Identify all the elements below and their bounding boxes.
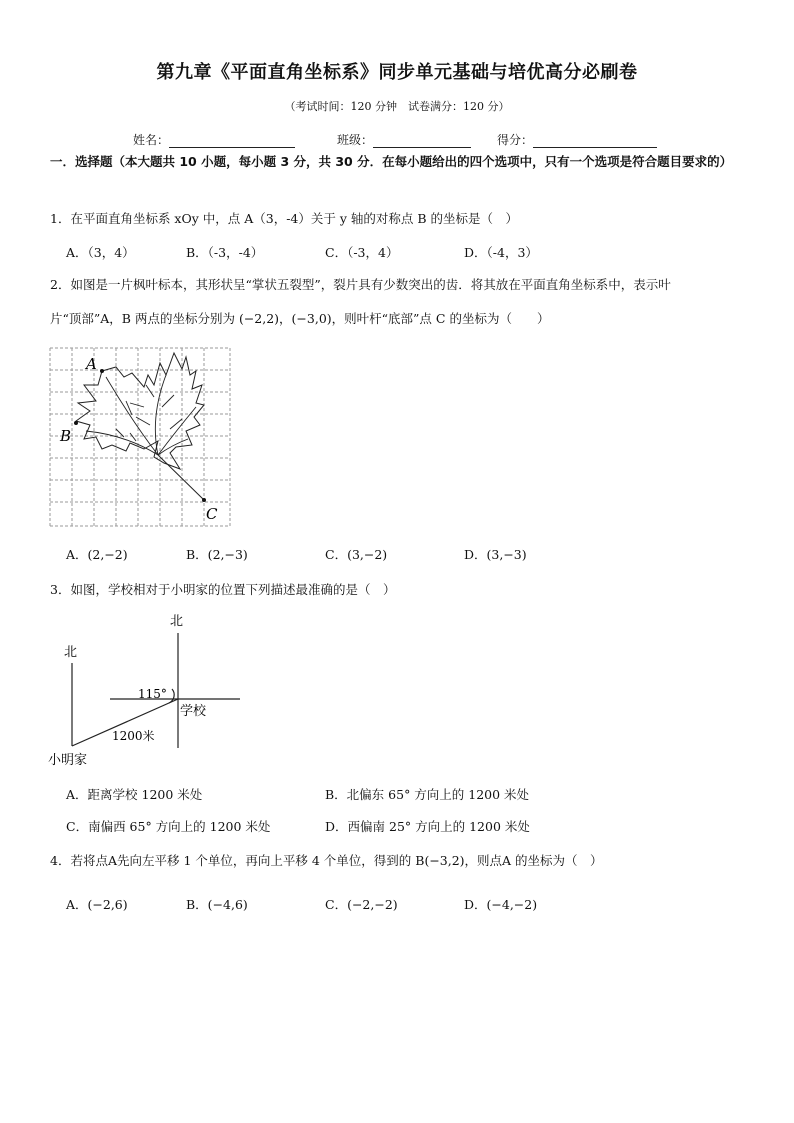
score-field: [497, 131, 657, 148]
q2-option-a: A．(2,−2): [66, 547, 128, 562]
score-label: 得分：: [497, 133, 534, 147]
section-heading: 一．选择题（本大题共 10 小题，每小题 3 分，共 30 分．在每小题给出的四个选项中，只有一个选项是符合题目要求的）: [50, 154, 733, 169]
point-a-label: A: [86, 355, 97, 373]
home-label: 小明家: [48, 753, 88, 768]
angle-label: 115°: [138, 687, 167, 701]
question-3-stem: 3．如图，学校相对于小明家的位置下列描述最准确的是（ ）: [50, 582, 396, 597]
direction-figure: [44, 608, 254, 773]
maple-leaf-figure: [46, 345, 236, 528]
name-label: 姓名：: [133, 133, 170, 147]
q3-option-c: C．南偏西 65° 方向上的 1200 米处: [66, 819, 271, 834]
score-blank: [533, 134, 657, 148]
school-north-label: 北: [170, 614, 184, 629]
name-field: [133, 131, 295, 148]
q1-option-b: B．（-3，-4）: [186, 245, 264, 260]
paper-subtitle: （考试时间：120 分钟 试卷满分：120 分）: [284, 100, 510, 113]
class-field: [337, 131, 471, 148]
point-b-marker: [74, 421, 78, 425]
q4-option-b: B．(−4,6): [186, 897, 248, 912]
q4-option-d: D．(−4,−2): [464, 897, 538, 912]
q3-option-b: B．北偏东 65° 方向上的 1200 米处: [325, 787, 530, 802]
point-c-marker: [202, 498, 206, 502]
leaf-veins: [86, 375, 196, 455]
q1-option-a: A．（3，4）: [66, 245, 135, 260]
q3-option-a: A．距离学校 1200 米处: [66, 787, 203, 802]
q1-option-d: D．（-4，3）: [464, 245, 538, 260]
point-b-label: B: [60, 427, 72, 445]
question-2-stem-line1: 2．如图是一片枫叶标本，其形状呈“掌状五裂型”，裂片具有少数突出的齿．将其放在平面直角坐标系中，表示叶: [50, 277, 671, 292]
home-north-label: 北: [64, 645, 78, 660]
distance-label: 1200米: [112, 729, 155, 743]
question-1-stem: 1．在平面直角坐标系 xOy 中，点 A（3，-4）关于 y 轴的对称点 B 的坐标是（ ）: [50, 211, 519, 226]
q2-option-c: C．(3,−2): [325, 547, 388, 562]
q3-option-d: D．西偏南 25° 方向上的 1200 米处: [325, 819, 530, 834]
leaf-stem: [158, 455, 204, 500]
q2-option-d: D．(3,−3): [464, 547, 527, 562]
school-label: 学校: [180, 704, 207, 719]
q2-option-b: B．(2,−3): [186, 547, 248, 562]
point-a-marker: [100, 369, 104, 373]
paper-title: 第九章《平面直角坐标系》同步单元基础与培优高分必刷卷: [156, 62, 638, 83]
class-blank: [373, 134, 471, 148]
q4-option-a: A．(−2,6): [66, 897, 128, 912]
class-label: 班级：: [337, 133, 374, 147]
name-blank: [169, 134, 295, 148]
q1-option-c: C．（-3，4）: [325, 245, 399, 260]
question-2-stem-line2: 片“顶部”A，B 两点的坐标分别为 (−2,2)，(−3,0)，则叶杆“底部”点 C 的坐标为（ ）: [50, 311, 550, 326]
question-4-stem: 4．若将点A先向左平移 1 个单位，再向上平移 4 个单位，得到的 B(−3,2)，则点A 的坐标为（ ）: [50, 853, 603, 868]
q4-option-c: C．(−2,−2): [325, 897, 398, 912]
point-c-label: C: [206, 505, 218, 523]
